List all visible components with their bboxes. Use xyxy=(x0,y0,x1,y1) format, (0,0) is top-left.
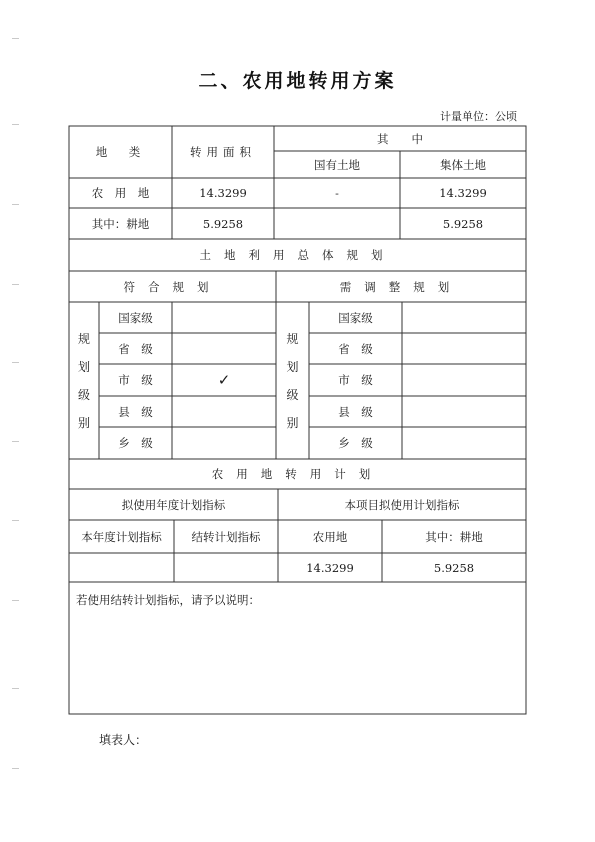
plan-adjust-header: 需调整规划 xyxy=(339,279,463,294)
plan-level-vertical-label-right xyxy=(276,302,309,459)
header-state-land: 国有土地 xyxy=(314,157,360,172)
conforms-mark-province xyxy=(172,333,276,364)
current-year-value xyxy=(69,553,174,582)
conversion-plan-title: 农用地转用计划 xyxy=(211,467,384,481)
unit-label: 计量单位：公顷 xyxy=(440,110,517,123)
level-county-right: 县 级 xyxy=(338,404,373,419)
row-cultivated-collective: 5.9258 xyxy=(442,216,484,231)
proposed-annual-header: 拟使用年度计划指标 xyxy=(121,497,226,512)
conforms-mark-county xyxy=(172,396,276,427)
plan-conforms-header: 符合规划 xyxy=(123,279,222,294)
farmland-value: 14.3299 xyxy=(306,560,354,575)
plan-level-vertical-label-left xyxy=(69,302,99,459)
level-city-left: 市 级 xyxy=(118,373,153,387)
vertical-char: 规 xyxy=(77,331,90,346)
level-province-left: 省 级 xyxy=(118,341,153,356)
header-land-type: 地 类 xyxy=(95,145,146,159)
row-farmland-area: 14.3299 xyxy=(199,186,247,200)
header-collective-land: 集体土地 xyxy=(440,157,486,172)
adjust-mark-county xyxy=(402,396,526,427)
level-township-left: 乡 级 xyxy=(118,436,153,450)
project-proposed-header: 本项目拟使用计划指标 xyxy=(344,497,460,512)
carried-over-header: 结转计划指标 xyxy=(191,529,261,544)
current-year-header: 本年度计划指标 xyxy=(81,529,162,544)
conforms-mark-township xyxy=(172,427,276,459)
filled-by-label: 填表人： xyxy=(99,733,148,747)
vertical-char: 别 xyxy=(286,415,299,430)
page-title: 二、农用地转用方案 xyxy=(198,70,397,92)
header-of-which: 其 中 xyxy=(377,131,423,146)
adjust-mark-national xyxy=(402,302,526,333)
farmland-header: 农用地 xyxy=(312,529,348,544)
conforms-mark-national xyxy=(172,302,276,333)
header-converted-area: 转用面积 xyxy=(190,145,256,159)
row-farmland-state: - xyxy=(335,186,339,200)
adjust-mark-township xyxy=(402,427,526,459)
check-icon: ✓ xyxy=(217,371,231,389)
level-national-right: 国家级 xyxy=(338,310,373,325)
cultivated-header: 其中：耕地 xyxy=(425,529,483,544)
vertical-char: 别 xyxy=(77,415,90,430)
vertical-char: 级 xyxy=(286,387,299,402)
carried-over-note: 若使用结转计划指标，请予以说明： xyxy=(76,593,260,607)
vertical-char: 划 xyxy=(286,359,299,374)
plan-section-title: 土地利用总体规划 xyxy=(199,248,396,262)
level-township-right: 乡 级 xyxy=(338,436,373,450)
cultivated-value: 5.9258 xyxy=(433,560,475,575)
row-cultivated-area: 5.9258 xyxy=(202,216,244,231)
level-county-left: 县 级 xyxy=(118,404,153,419)
vertical-char: 划 xyxy=(77,359,90,374)
adjust-mark-city xyxy=(402,364,526,396)
level-city-right: 市 级 xyxy=(338,373,373,387)
carried-over-value xyxy=(174,553,278,582)
level-province-right: 省 级 xyxy=(338,341,373,356)
level-national-left: 国家级 xyxy=(118,310,153,325)
row-farmland-collective: 14.3299 xyxy=(439,186,487,200)
row-cultivated-label: 其中：耕地 xyxy=(91,216,150,231)
row-farmland-label: 农 用 地 xyxy=(91,186,150,200)
adjust-mark-province xyxy=(402,333,526,364)
vertical-char: 级 xyxy=(77,387,90,402)
vertical-char: 规 xyxy=(286,331,299,346)
row-cultivated-state xyxy=(274,208,400,239)
